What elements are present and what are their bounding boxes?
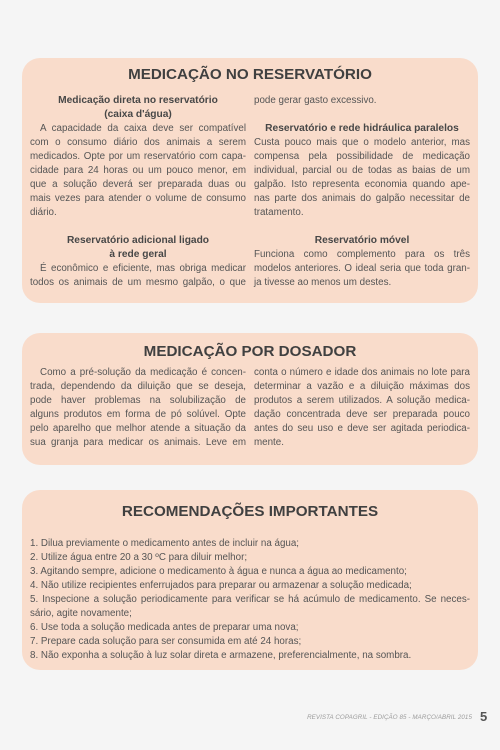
paragraph: [30, 122, 246, 220]
text-line: sário, agite novamente;: [30, 608, 132, 619]
paragraph-continuation: [254, 366, 470, 450]
subheading: [254, 122, 470, 136]
two-column-text: [30, 94, 470, 290]
reservoir-medication-box: [22, 58, 478, 303]
text-line: nas parte dos animais do galpão necessitar de: [254, 193, 470, 204]
text-line: Funciona como complemento para os três: [254, 249, 470, 260]
text-line: com o consumo diário dos animais a serem: [30, 137, 246, 148]
right-column: [254, 366, 470, 450]
text-line: à rede geral: [109, 249, 167, 260]
text-line: modelos anteriores. O ideal seria que toda gran-: [254, 263, 470, 274]
text-line: conta o número e idade dos animais no lote para: [254, 367, 470, 378]
paragraph: [30, 262, 246, 290]
text-line: antes do seu uso e deve ser agitada periodica-: [254, 423, 470, 434]
recommendations-list: [30, 537, 470, 663]
list-item: [30, 579, 470, 593]
text-line: 6. Use toda a solução medicada antes de preparar uma nova;: [30, 622, 299, 633]
text-line: A capacidade da caixa deve ser compatível: [40, 123, 246, 134]
text-line: (caixa d'água): [104, 109, 172, 120]
text-line: diário.: [30, 207, 57, 218]
right-column: [254, 94, 470, 290]
subheading: [254, 234, 470, 248]
text-line: 3. Agitando sempre, adicione o medicamento à água e nunca a água ao medicamento;: [30, 566, 407, 577]
text-line: pelo aparelho que melhor atende a situação da: [30, 423, 246, 434]
text-line: alguns produtos em forma de pó solúvel. Opte: [30, 409, 246, 420]
text-line: Como a pré-solução da medicação é concen-: [40, 367, 246, 378]
text-line: mais vezes para atender o volume de consumo: [30, 193, 246, 204]
two-column-text: [30, 366, 470, 450]
text-line: 1. Dilua previamente o medicamento antes de incluir na água;: [30, 538, 300, 549]
paragraph: [254, 136, 470, 220]
text-line: pode gerar gasto excessivo.: [254, 95, 377, 106]
text-line: dação concentrada deve ser preparada pouco: [254, 409, 470, 420]
paragraph-continuation: [254, 94, 470, 108]
text-line: pode haver problemas na solubilização de: [30, 395, 246, 406]
text-line: galpão. Isto representa economia quando ape-: [254, 179, 470, 190]
paragraph: [254, 248, 470, 290]
text-line: 4. Não utilize recipientes enferrujados para preparar ou armazenar a solução medicada;: [30, 580, 412, 591]
subheading: [30, 94, 246, 122]
page-number: 5: [480, 709, 488, 724]
additional-reservoir-section: [30, 234, 246, 290]
text-line: produtos a serem utilizados. A solução medica-: [254, 395, 470, 406]
text-line: Medicação direta no reservatório: [58, 95, 218, 106]
text-line: 2. Utilize água entre 20 a 30 ºC para diluir melhor;: [30, 552, 248, 563]
text-line: tratamento.: [254, 207, 304, 218]
recommendations-box: [22, 490, 478, 670]
text-line: todos os animais de um mesmo galpão, o que: [30, 277, 246, 288]
section-title: MEDICAÇÃO NO RESERVATÓRIO: [128, 66, 372, 83]
paragraph: [30, 366, 246, 450]
section-title: MEDICAÇÃO POR DOSADOR: [143, 343, 357, 360]
list-item: [30, 551, 470, 565]
text-line: compensa pela possibilidade de medicação: [254, 151, 470, 162]
list-item: [30, 621, 470, 635]
text-line: Reservatório e rede hidráulica paralelos: [265, 123, 459, 134]
text-line: É econômico e eficiente, mas obriga medicar: [40, 263, 246, 274]
doser-medication-box: [22, 333, 478, 465]
direct-reservoir-section: [30, 94, 246, 220]
text-line: 7. Prepare cada solução para ser consumida em até 24 horas;: [30, 636, 302, 647]
list-item: [30, 565, 470, 579]
text-line: trada, dependendo da diluição que se deseja,: [30, 381, 246, 392]
subheading: [30, 234, 246, 262]
list-item: [30, 635, 470, 649]
text-line: determinar a vazão e a diluição máximas dos: [254, 381, 470, 392]
text-line: individual, parcial ou de todas as baias de um: [254, 165, 470, 176]
text-line: Reservatório móvel: [314, 235, 410, 246]
left-column: [30, 94, 246, 290]
text-line: Custa pouco mais que o modelo anterior, mas: [254, 137, 470, 148]
list-item: [30, 537, 470, 551]
magazine-footer: REVISTA COPAGRIL - EDIÇÃO 85 - MARÇO/ABRIL 2015: [307, 714, 472, 721]
text-line: que a solução deverá ser preparada duas ou: [30, 179, 246, 190]
text-line: 5. Inspecione a solução periodicamente para verificar se há acúmulo de medicamento. Se neces-: [30, 594, 470, 605]
list-item: [30, 649, 470, 663]
text-line: 8. Não exponha a solução à luz solar direta e armazene, preferencialmente, na sombra.: [30, 650, 412, 661]
text-line: ja tivesse ao menos um destes.: [254, 277, 392, 288]
section-title: RECOMENDAÇÕES IMPORTANTES: [121, 503, 379, 520]
text-line: mente.: [254, 437, 284, 448]
text-line: medicados. Opte por um reservatório com capa-: [30, 151, 246, 162]
list-item: [30, 593, 470, 621]
text-line: sua granja para medicar os animais. Leve em: [30, 437, 246, 448]
text-line: Reservatório adicional ligado: [66, 235, 210, 246]
parallel-reservoir-section: [254, 122, 470, 220]
left-column: [30, 366, 246, 450]
mobile-reservoir-section: [254, 234, 470, 290]
text-line: cidade para 24 horas ou um pouco menor, em: [30, 165, 246, 176]
